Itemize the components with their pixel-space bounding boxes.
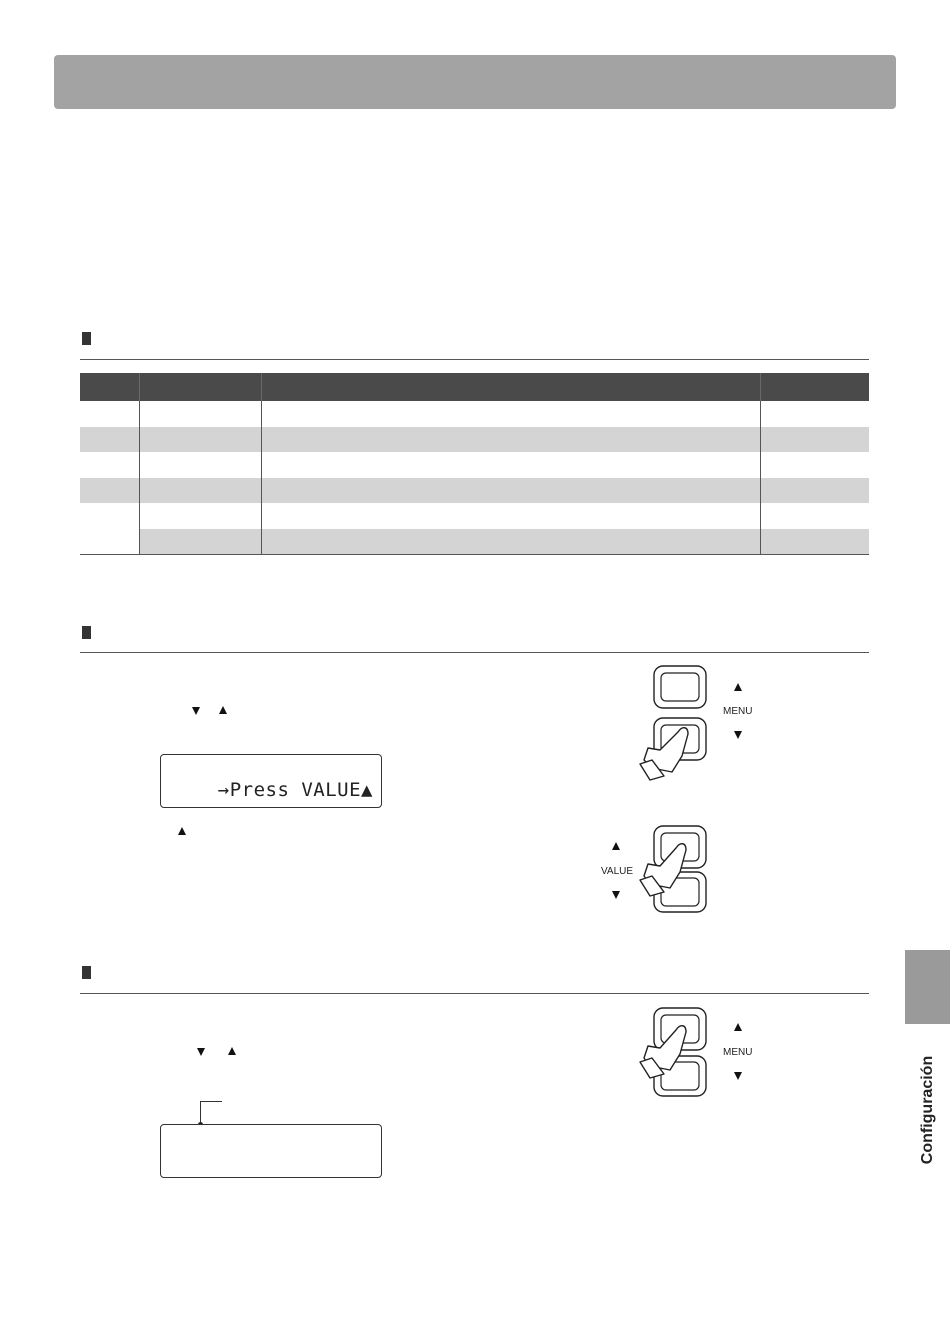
- menu-label: MENU: [723, 706, 753, 717]
- menu-buttons-illustration: [630, 1002, 710, 1102]
- table-body: [80, 401, 869, 554]
- lcd-text: →Press VALUE▲: [217, 779, 373, 801]
- triangle-down-icon: [734, 1072, 742, 1080]
- table-row: [80, 503, 869, 529]
- chapter-side-tab: [905, 950, 950, 1024]
- section-divider: [80, 359, 869, 360]
- triangle-up-icon: [612, 842, 620, 850]
- table-row: [80, 452, 869, 478]
- triangle-up-icon: [228, 1047, 236, 1055]
- menu-label: MENU: [723, 1047, 753, 1058]
- triangle-up-icon: [734, 683, 742, 691]
- table-header: [80, 373, 869, 401]
- callout-line: [200, 1101, 222, 1102]
- section-divider: [80, 993, 869, 994]
- triangle-down-icon: [734, 731, 742, 739]
- section-marker: [82, 966, 91, 979]
- triangle-up-icon: [178, 827, 186, 835]
- section-divider: [80, 652, 869, 653]
- menu-buttons-illustration: [630, 660, 710, 800]
- section-marker: [82, 332, 91, 345]
- triangle-down-icon: [197, 1048, 205, 1056]
- value-label: VALUE: [601, 866, 634, 877]
- triangle-up-icon: [219, 706, 227, 714]
- page-header-banner: [54, 55, 896, 109]
- table-row: [80, 427, 869, 453]
- settings-table: [80, 373, 869, 554]
- table-row: [80, 401, 869, 427]
- section-marker: [82, 626, 91, 639]
- triangle-down-icon: [612, 891, 620, 899]
- triangle-down-icon: [192, 707, 200, 715]
- table-bottom-border: [80, 554, 869, 555]
- lcd-display: [160, 1124, 382, 1178]
- lcd-display: [160, 754, 382, 808]
- value-buttons-illustration: [630, 820, 710, 920]
- table-row: [80, 529, 869, 555]
- triangle-up-icon: [734, 1023, 742, 1031]
- table-row: [80, 478, 869, 504]
- chapter-side-label: Configuración: [919, 1055, 936, 1165]
